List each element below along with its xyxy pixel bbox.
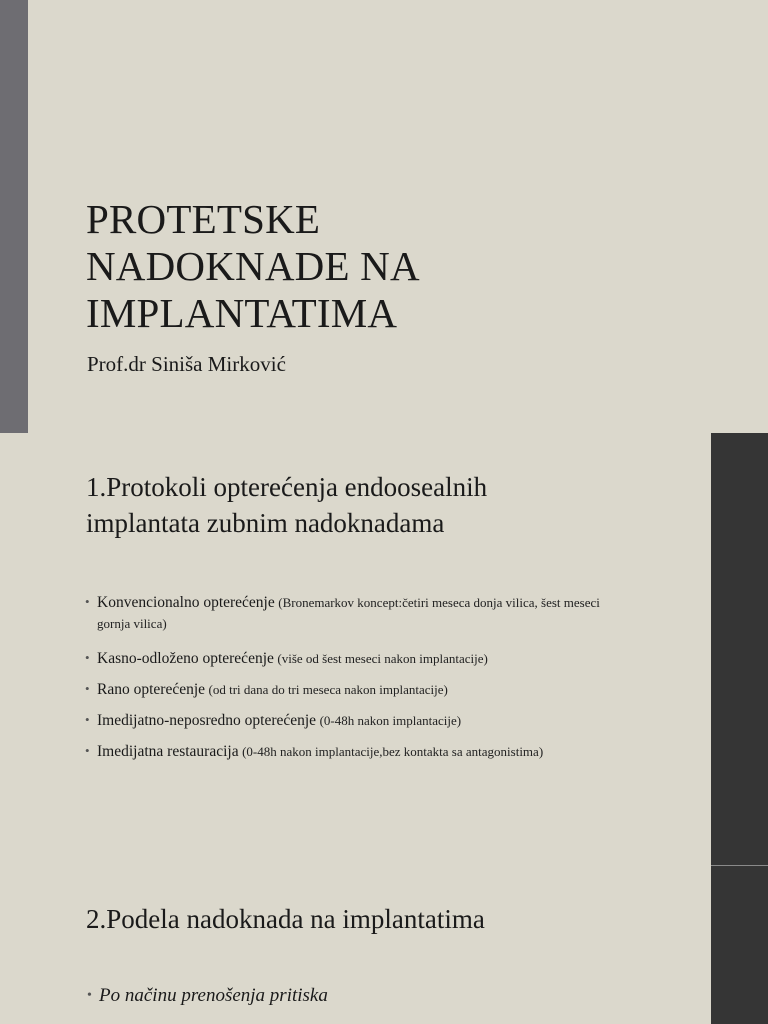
protocol-description: (0-48h nakon implantacije) [319,713,462,728]
protocol-term: Imedijatna restauracija [97,743,239,760]
protocol-list [83,593,623,777]
classification-slide [0,865,768,1024]
slide-heading [86,469,487,541]
bullet-icon: • [85,594,90,609]
bullet-icon: • [85,650,90,665]
author-subtitle: Prof.dr Siniša Mirković [87,352,286,376]
protocol-term: Imedijatno-neposredno opterećenje [97,712,317,729]
protocol-term: Rano opterećenje [97,681,206,698]
slide-heading [86,901,485,937]
list-item [83,680,623,701]
title-line: PROTETSKE [86,196,321,242]
title-line: IMPLANTATIMA [86,290,398,336]
heading-line: 1.Protokoli opterećenja endoosealnih [86,472,488,502]
protocol-description: (Bronemarkov koncept:četiri meseca donja vilica, šest meseci gornja vilica) [97,595,600,631]
right-accent-band [711,865,768,1024]
right-accent-band [711,433,768,865]
protocol-description: (od tri dana do tri meseca nakon implantacije) [208,682,448,697]
protocol-description: (više od šest meseci nakon implantacije) [277,651,488,666]
left-accent-band [0,0,28,433]
title-slide [0,0,768,433]
bullet-icon: • [87,988,92,1003]
list-item [83,649,623,670]
list-item [83,742,623,763]
presentation-title [86,196,420,337]
heading-line: 2.Podela nadoknada na implantatima [86,904,485,934]
protocol-term: Kasno-odloženo opterećenje [97,650,274,667]
bullet-icon: • [85,681,90,696]
bullet-icon: • [85,743,90,758]
bullet-icon: • [85,712,90,727]
heading-line: implantata zubnim nadoknadama [86,508,445,538]
list-item [83,711,623,732]
protocol-term: Konvencionalno opterećenje [97,594,275,611]
list-item [87,983,328,1009]
title-line: NADOKNADE NA [86,243,420,289]
classification-criterion: Po načinu prenošenja pritiska [99,985,328,1006]
protocols-slide [0,433,768,865]
slide-divider [711,865,768,866]
protocol-description: (0-48h nakon implantacije,bez kontakta sa antagonistima) [242,744,544,759]
list-item [83,593,623,635]
